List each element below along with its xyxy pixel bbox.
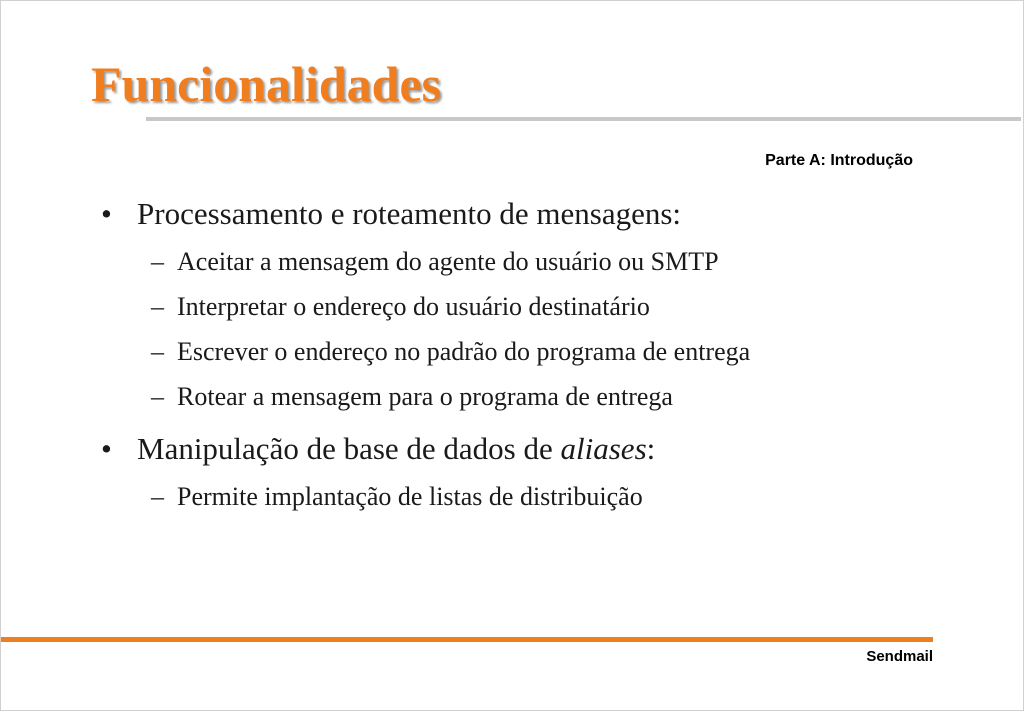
sub-bullet-item — [101, 245, 981, 279]
bullet-item-processing — [101, 194, 981, 234]
dash-marker: – — [151, 482, 164, 511]
bullet-text-trail: : — [646, 431, 656, 466]
sub-bullet-item — [101, 380, 981, 414]
dash-marker: – — [151, 292, 164, 321]
bullet-marker: • — [101, 196, 112, 231]
bullet-text-lead: Manipulação de base de dados de — [137, 431, 561, 466]
bullet-text: Processamento e roteamento de mensagens: — [137, 196, 682, 231]
footer-label: Sendmail — [866, 648, 933, 665]
title-underline-rule — [146, 117, 1021, 121]
slide-title: Funcionalidades — [91, 56, 442, 112]
dash-marker: – — [151, 382, 164, 411]
sub-bullet-item — [101, 290, 981, 324]
dash-marker: – — [151, 337, 164, 366]
sub-bullet-text: Escrever o endereço no padrão do programa de entrega — [177, 337, 751, 366]
sub-bullet-text: Rotear a mensagem para o programa de entrega — [177, 382, 673, 411]
sub-bullet-item — [101, 480, 981, 514]
sub-bullet-text: Aceitar a mensagem do agente do usuário ou SMTP — [177, 247, 719, 276]
footer-rule — [1, 637, 933, 642]
dash-marker: – — [151, 247, 164, 276]
bullet-list — [101, 194, 981, 514]
sub-bullet-item — [101, 335, 981, 369]
bullet-item-aliases — [101, 429, 981, 469]
sub-bullet-text: Interpretar o endereço do usuário destinatário — [177, 292, 650, 321]
bullet-marker: • — [101, 431, 112, 466]
section-label: Parte A: Introdução — [765, 152, 913, 169]
bullet-text-italic: aliases — [560, 431, 647, 466]
sub-bullet-text: Permite implantação de listas de distribuição — [177, 482, 643, 511]
